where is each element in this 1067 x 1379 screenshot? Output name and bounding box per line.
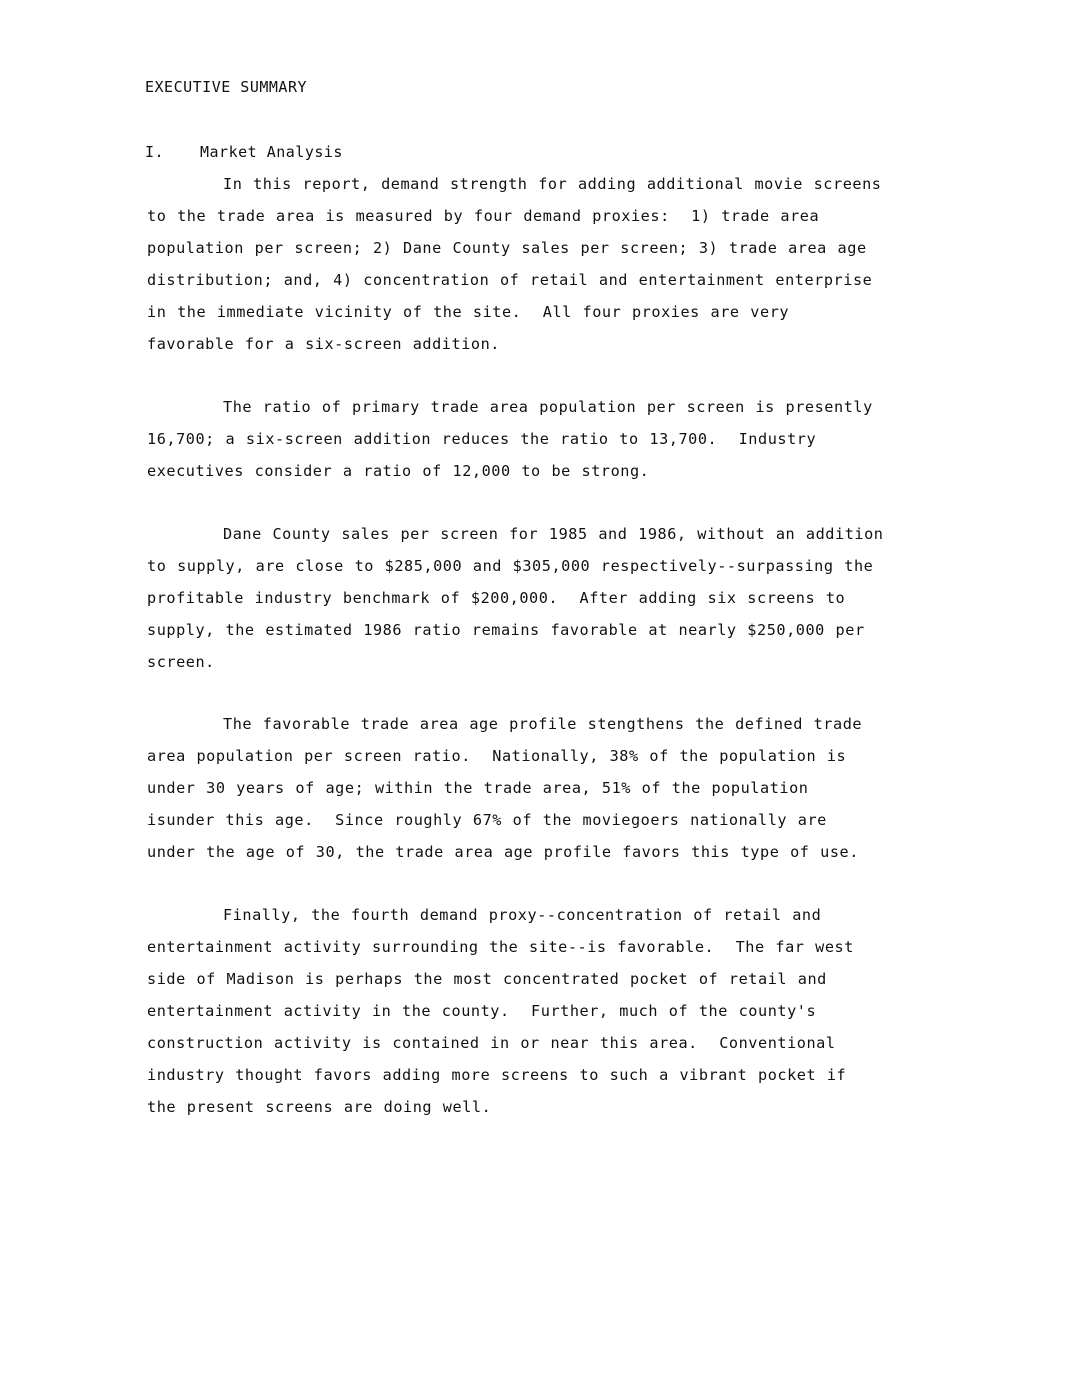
paragraph-line: screen. bbox=[147, 653, 215, 671]
paragraph-line: the present screens are doing well. bbox=[147, 1098, 492, 1116]
paragraph-line: to the trade area is measured by four demand proxies: 1) trade area bbox=[147, 207, 820, 225]
paragraph-line: favorable for a six-screen addition. bbox=[147, 335, 500, 353]
paragraph-line: under 30 years of age; within the trade area, 51% of the population bbox=[147, 779, 809, 797]
paragraph-line: in the immediate vicinity of the site. All four proxies are very bbox=[147, 303, 790, 321]
document-title: EXECUTIVE SUMMARY bbox=[145, 78, 308, 96]
paragraph-line: The ratio of primary trade area population per screen is presently bbox=[223, 398, 873, 416]
paragraph-line: profitable industry benchmark of $200,000. After adding six screens to bbox=[147, 589, 846, 607]
paragraph-line: Finally, the fourth demand proxy--concentration of retail and bbox=[223, 906, 822, 924]
paragraph-retail-concentration bbox=[147, 899, 957, 1123]
paragraph-line: Dane County sales per screen for 1985 and 1986, without an addition bbox=[223, 525, 884, 543]
paragraph-line: The favorable trade area age profile stengthens the defined trade bbox=[223, 715, 863, 733]
paragraph-population-ratio bbox=[147, 391, 957, 487]
paragraph-line: distribution; and, 4) concentration of retail and entertainment enterprise bbox=[147, 271, 873, 289]
paragraph-line: construction activity is contained in or near this area. Conventional bbox=[147, 1034, 836, 1052]
paragraph-line: side of Madison is perhaps the most concentrated pocket of retail and bbox=[147, 970, 827, 988]
paragraph-line: to supply, are close to $285,000 and $305,000 respectively--surpassing the bbox=[147, 557, 874, 575]
paragraph-line: executives consider a ratio of 12,000 to be strong. bbox=[147, 462, 650, 480]
section-heading bbox=[145, 143, 343, 161]
paragraph-line: isunder this age. Since roughly 67% of the moviegoers nationally are bbox=[147, 811, 827, 829]
paragraph-demand-proxies bbox=[147, 168, 957, 360]
paragraph-line: supply, the estimated 1986 ratio remains favorable at nearly $250,000 per bbox=[147, 621, 865, 639]
paragraph-sales-per-screen bbox=[147, 518, 957, 678]
paragraph-age-profile bbox=[147, 708, 957, 868]
section-number: I. bbox=[145, 143, 165, 161]
paragraph-line: population per screen; 2) Dane County sales per screen; 3) trade area age bbox=[147, 239, 867, 257]
paragraph-line: 16,700; a six-screen addition reduces the ratio to 13,700. Industry bbox=[147, 430, 817, 448]
paragraph-line: area population per screen ratio. Nationally, 38% of the population is bbox=[147, 747, 847, 765]
section-title: Market Analysis bbox=[200, 143, 343, 161]
paragraph-line: under the age of 30, the trade area age profile favors this type of use. bbox=[147, 843, 859, 861]
paragraph-line: industry thought favors adding more screens to such a vibrant pocket if bbox=[147, 1066, 847, 1084]
paragraph-line: In this report, demand strength for adding additional movie screens bbox=[223, 175, 882, 193]
paragraph-line: entertainment activity in the county. Further, much of the county's bbox=[147, 1002, 817, 1020]
paragraph-line: entertainment activity surrounding the site--is favorable. The far west bbox=[147, 938, 854, 956]
